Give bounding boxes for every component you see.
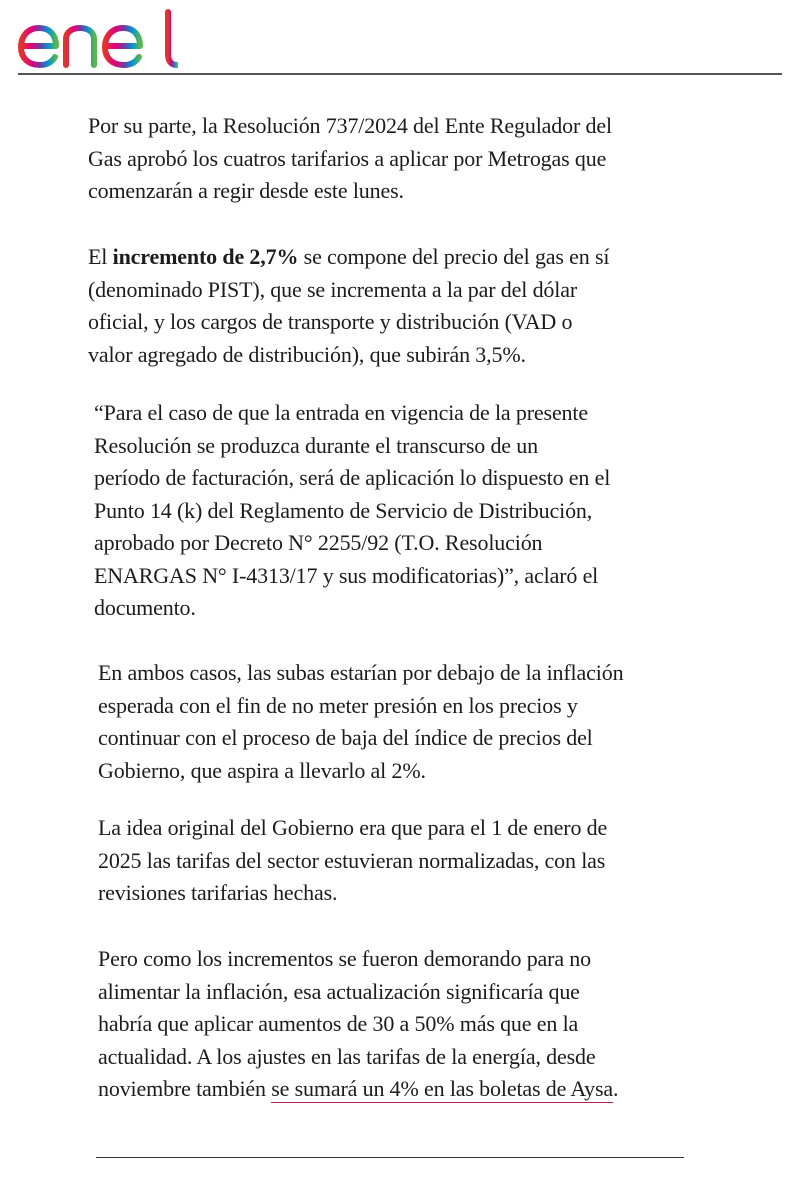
paragraph-increment: [88, 241, 609, 371]
text-line: (denominado PIST), que se incrementa a la par del dólar: [88, 276, 578, 302]
text-line: esperada con el fin de no meter presión en los precios y: [98, 692, 578, 718]
text-line: alimentar la inflación, esa actualización significaría que: [98, 978, 580, 1004]
text-line: valor agregado de distribución), que subirán 3,5%.: [88, 341, 526, 367]
text-line: actualidad. A los ajustes en las tarifas de la energía, desde: [98, 1043, 596, 1069]
paragraph-delays: [98, 943, 618, 1106]
text-line: Punto 14 (k) del Reglamento de Servicio de Distribución,: [94, 497, 593, 523]
text-line: Resolución se produzca durante el transcurso de un: [94, 432, 538, 458]
footer-divider: [96, 1157, 684, 1158]
text-line: aprobado por Decreto N° 2255/92 (T.O. Resolución: [94, 530, 543, 555]
text-line: período de facturación, será de aplicación lo dispuesto en el: [94, 465, 611, 490]
text-line: “Para el caso de que la entrada en vigencia de la presente: [94, 400, 588, 425]
header-divider: [18, 73, 782, 75]
text-line: Por su parte, la Resolución 737/2024 del Ente Regulador del: [88, 113, 612, 138]
text-line: En ambos casos, las subas estarían por debajo de la inflación: [98, 660, 624, 685]
text-line: La idea original del Gobierno era que para el 1 de enero de: [98, 815, 608, 840]
text-line: Gas aprobó los cuatros tarifarios a aplicar por Metrogas que: [88, 145, 607, 171]
paragraph-original-idea: [98, 812, 607, 910]
text-line: Pero como los incrementos se fueron demorando para no: [98, 946, 592, 971]
text-line: continuar con el proceso de baja del índice de precios del: [98, 725, 593, 750]
text-line: documento.: [94, 595, 196, 620]
aysa-article-link[interactable]: se sumará un 4% en las boletas de Aysa: [271, 1076, 613, 1101]
bold-increment: incremento de 2,7%: [112, 244, 299, 269]
text-line: ENARGAS N° I-4313/17 y sus modificatorias)”, aclaró el: [94, 562, 599, 588]
text-line: Gobierno, que aspira a llevarlo al 2%.: [98, 757, 426, 783]
text-fragment: El: [88, 244, 113, 269]
site-header: [0, 0, 800, 76]
paragraph-resolution: [88, 110, 612, 208]
text-fragment: .: [613, 1076, 619, 1101]
text-line: [98, 1073, 618, 1106]
text-line: habría que aplicar aumentos de 30 a 50% más que en la: [98, 1011, 579, 1036]
text-fragment: noviembre también: [98, 1076, 272, 1101]
text-line: comenzarán a regir desde este lunes.: [88, 178, 404, 203]
text-line: 2025 las tarifas del sector estuvieran normalizadas, con las: [98, 847, 606, 873]
text-line: [88, 241, 609, 274]
text-line: revisiones tarifarias hechas.: [98, 880, 338, 905]
paragraph-quote: [94, 397, 610, 625]
text-fragment: se compone del precio del gas en sí: [298, 244, 610, 269]
enel-logo[interactable]: [16, 8, 178, 68]
paragraph-inflation: [98, 657, 623, 787]
text-line: oficial, y los cargos de transporte y distribución (VAD o: [88, 309, 573, 334]
